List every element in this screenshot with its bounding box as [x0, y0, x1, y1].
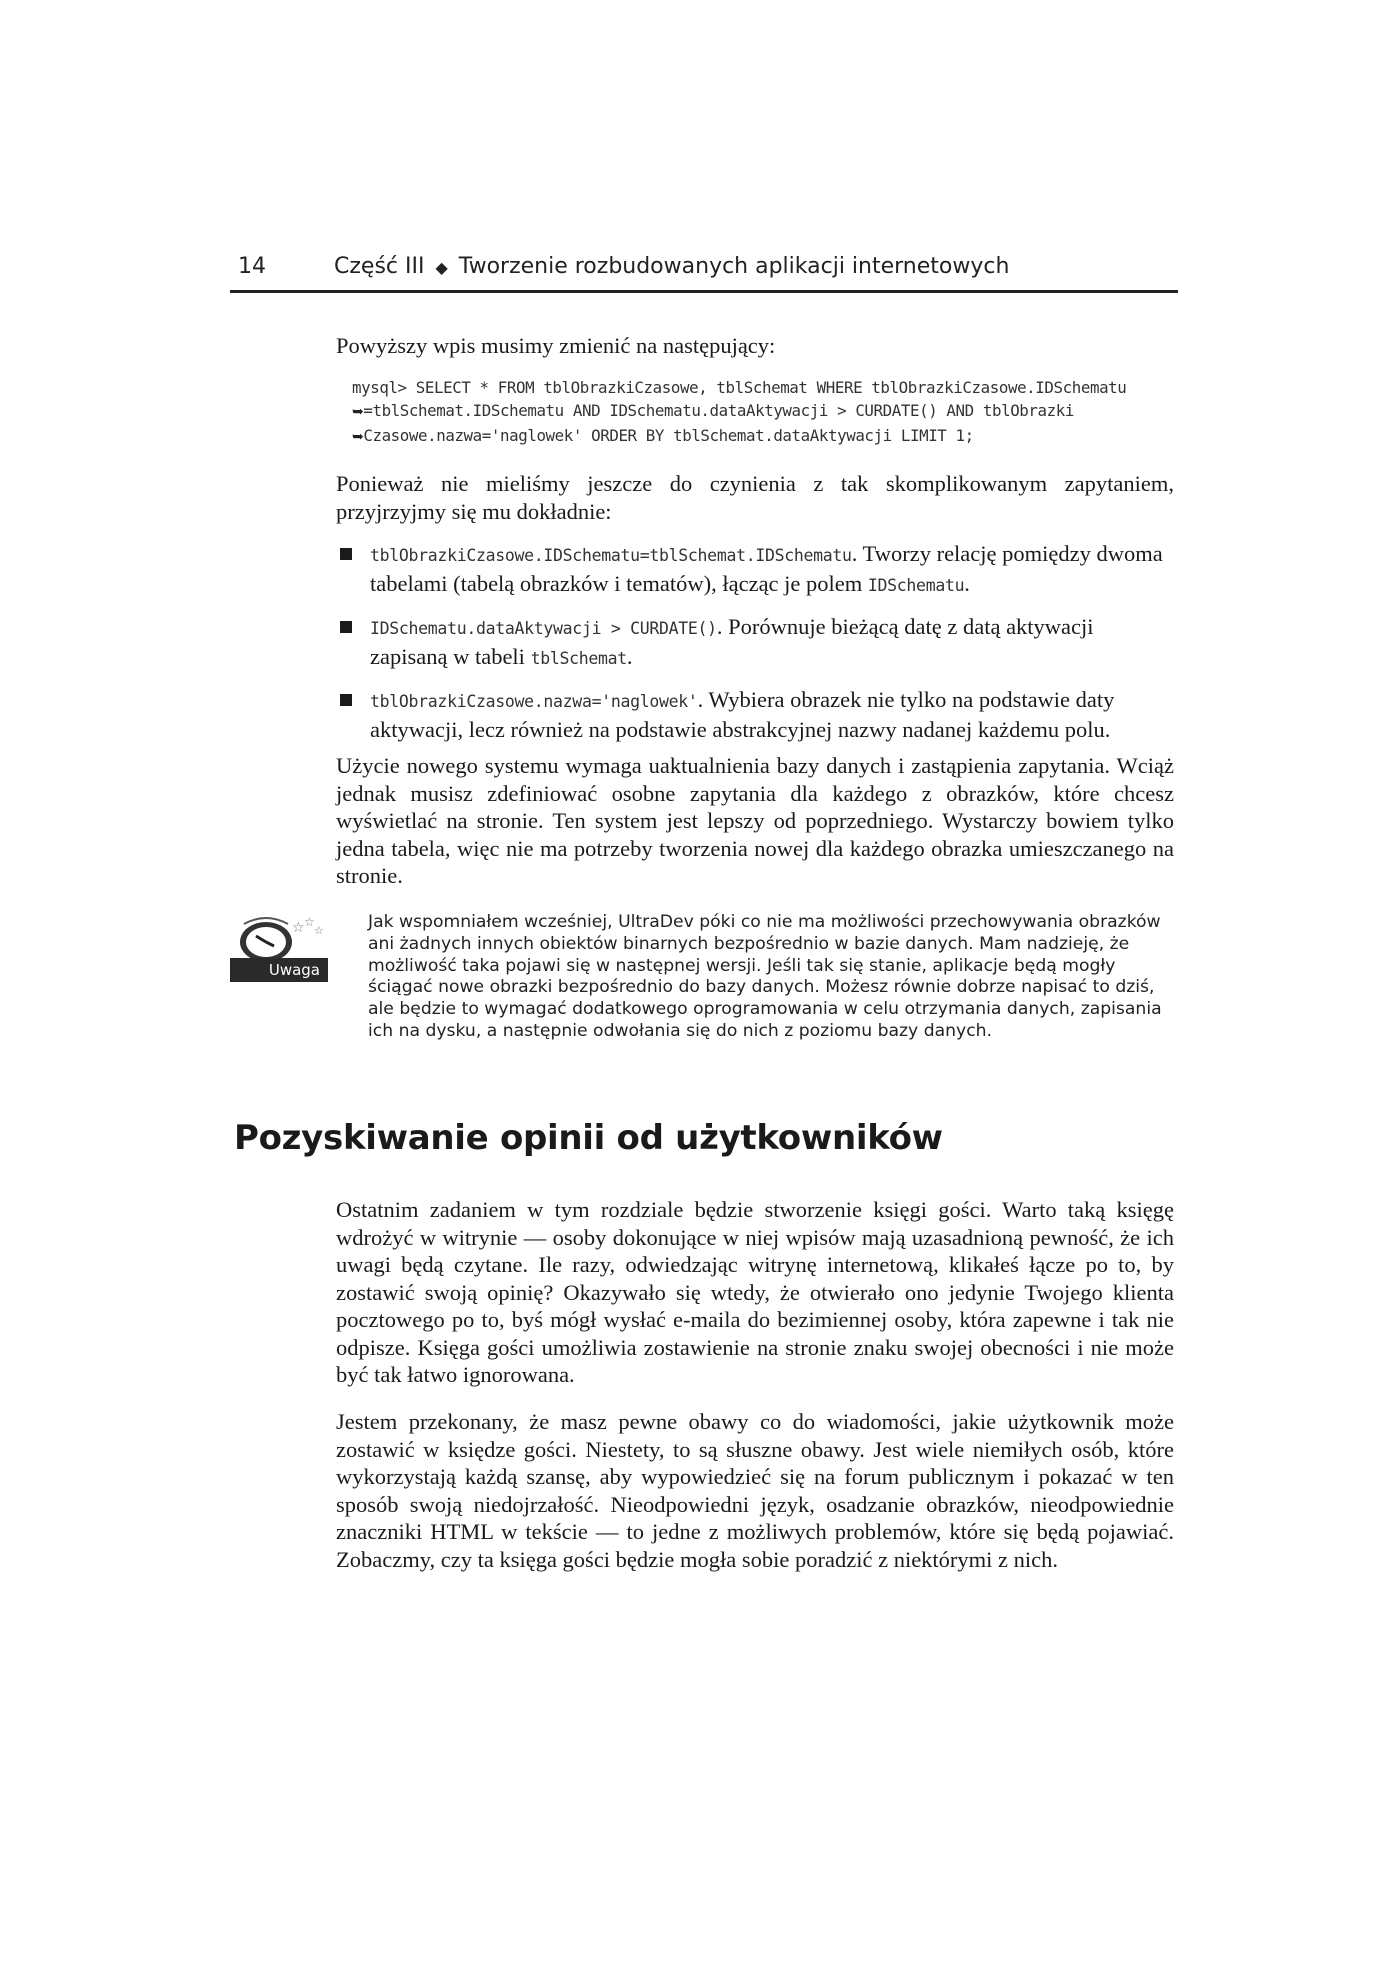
svg-text:☆: ☆ — [292, 920, 305, 936]
continuation-arrow-icon: ➥ — [352, 429, 364, 445]
sql-code-block — [352, 376, 1182, 449]
running-title — [334, 254, 1009, 279]
bullet-text: . Tworzy relację pomiędzy dwoma tabelami (tabelą obrazków i tematów), łącząc je polem — [370, 541, 1163, 596]
page-number: 14 — [238, 254, 266, 279]
square-bullet-icon — [340, 548, 352, 560]
list-item — [336, 613, 1174, 672]
inline-code: tblObrazkiCzasowe.nazwa='naglowek' — [370, 692, 698, 711]
inline-code: tblSchemat — [530, 648, 627, 668]
part-label: Część III — [334, 254, 425, 279]
inline-code: tblObrazkiCzasowe.IDSchematu=tblSchemat.IDSchematu — [370, 546, 852, 565]
code-line-3: Czasowe.nazwa='naglowek' ORDER BY tblSchemat.dataAktywacji LIMIT 1; — [363, 426, 974, 445]
section-paragraph-2: Jestem przekonany, że masz pewne obawy co do wiadomości, jakie użytkownik może zostawić w księdze gości. Niestety, to są słuszne obawy. Jest wiele niemiłych osób, które wykorzystają każdą szansę, aby wypowiedzieć się na forum publicznym i pokazać w ten sposób swoją niedojrzałość. Nieodpowiedni język, osadzanie obrazków, nieodpowiednie znaczniki HTML w tekście — to jedne z możliwych problemów, które się będą pojawiać. Zobaczmy, czy ta księga gości będzie mogła sobie poradzić z niektórymi z nich. — [336, 1409, 1174, 1572]
inline-code: IDSchematu — [867, 575, 965, 595]
bullet-tail: . — [626, 643, 633, 669]
bullet-text: . Porównuje bieżącą datę z datą aktywacji zapisaną w tabeli — [370, 614, 1094, 669]
bullet-list — [336, 540, 1174, 757]
continuation-arrow-icon: ➥ — [352, 404, 364, 420]
chapter-title: Tworzenie rozbudowanych aplikacji internetowych — [458, 254, 1010, 279]
list-item — [336, 540, 1174, 599]
bullet-text: . Wybiera obrazek nie tylko na podstawie daty aktywacji, lecz również na podstawie abstrakcyjnej nazwy nadanej każdemu polu. — [370, 687, 1115, 742]
running-header — [230, 252, 1178, 293]
bullet-tail: . — [964, 570, 970, 596]
diamond-icon: ◆ — [435, 258, 448, 277]
note-label: Uwaga — [230, 958, 328, 982]
section-heading: Pozyskiwanie opinii od użytkowników — [234, 1118, 943, 1158]
square-bullet-icon — [340, 621, 352, 633]
section-paragraph-1: Ostatnim zadaniem w tym rozdziale będzie stworzenie księgi gości. Warto taką księgę wdrożyć w witrynie — osoby dokonujące w niej wpisów mają uzasadnioną pewność, że ich uwagi będą czytane. Ile razy, odwiedzając witrynę internetową, klikałeś łącze po to, by zostawić swoją opinię? Okazywało się wtedy, że otwierało ono jedynie Twojego klienta pocztowego po to, byś mógł wysłać e-maila do bezimiennej osoby, która zapewne i tak nie odpisze. Księga gości umożliwia zostawienie na stronie znaku swojej obecności i nie może być tak łatwo ignorowana. — [336, 1197, 1174, 1387]
code-line-2: =tblSchemat.IDSchematu AND IDSchematu.dataAktywacji > CURDATE() AND tblObrazki — [363, 401, 1074, 420]
code-line-1: mysql> SELECT * FROM tblObrazkiCzasowe, tblSchemat WHERE tblObrazkiCzasowe.IDSchematu — [352, 378, 1127, 397]
svg-text:☆: ☆ — [314, 924, 324, 937]
note-text: Jak wspomniałem wcześniej, UltraDev póki co nie ma możliwości przechowywania obrazków ani żadnych innych obiektów binarnych bezpośrednio w bazie danych. Mam nadzieję, że możliwość taka pojawi się w następnej wersji. Jeśli tak się stanie, aplikacje będą mogły ściągać nowe obrazki bezpośrednio do bazy danych. Możesz równie dobrze napisać to dziś, ale będzie to wymagać dodatkowego oprogramowania w celu otrzymania danych, zapisania ich na dysku, a następnie odwołania się do nich z poziomu bazy danych. — [368, 912, 1162, 1041]
inline-code: IDSchematu.dataAktywacji > CURDATE() — [370, 619, 717, 638]
list-item — [336, 686, 1174, 743]
square-bullet-icon — [340, 694, 352, 706]
usage-paragraph: Użycie nowego systemu wymaga uaktualnienia bazy danych i zastąpienia zapytania. Wciąż jednak musisz zdefiniować osobne zapytania dla każdego z obrazków, które chcesz wyświetlać na stronie. Ten system jest lepszy od poprzedniego. Wystarczy bowiem tylko jedna tabela, więc nie ma potrzeby tworzenia nowej dla każdego obrazka umieszczanego na stronie. — [336, 753, 1174, 888]
explain-paragraph: Ponieważ nie mieliśmy jeszcze do czynienia z tak skomplikowanym zapytaniem, przyjrzyjmy się mu dokładnie: — [336, 471, 1174, 524]
intro-paragraph: Powyższy wpis musimy zmienić na następujący: — [336, 333, 776, 358]
svg-text:☆: ☆ — [304, 915, 315, 929]
